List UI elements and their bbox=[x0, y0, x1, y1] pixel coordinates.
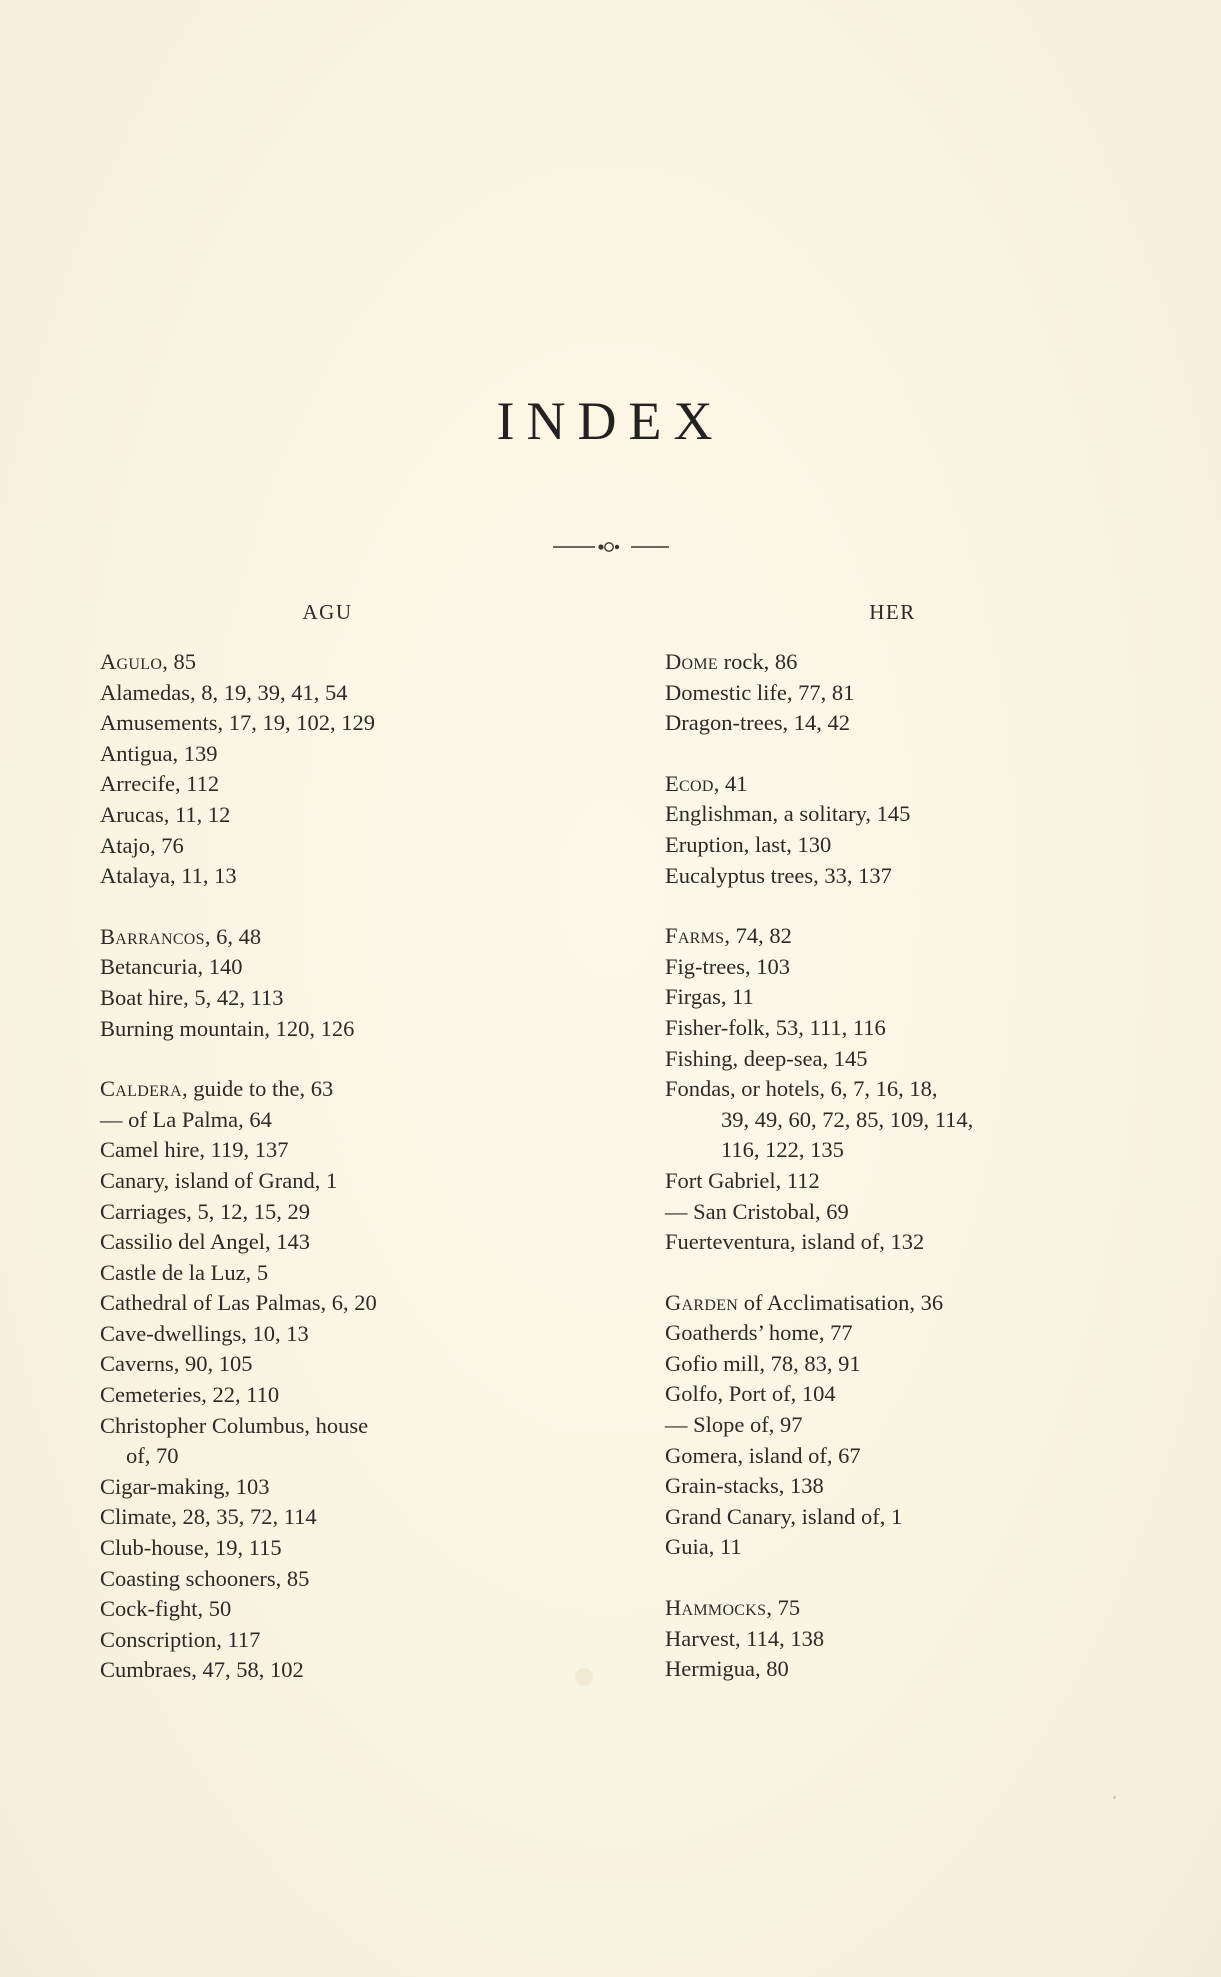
entry-text: , 41 bbox=[713, 770, 748, 796]
entry-text: Camel hire, 119, 137 bbox=[100, 1137, 289, 1163]
entry-text: , guide to the, 63 bbox=[182, 1076, 334, 1102]
entry-text: Eruption, last, 130 bbox=[665, 831, 832, 857]
index-entry bbox=[665, 1441, 1120, 1472]
index-entry bbox=[665, 769, 1120, 800]
entry-text: Cock-fight, 50 bbox=[100, 1596, 232, 1622]
entry-text: Caverns, 90, 105 bbox=[100, 1351, 253, 1377]
index-entry bbox=[665, 1410, 1120, 1441]
index-entry bbox=[100, 1472, 555, 1503]
group-gap bbox=[665, 1563, 1120, 1593]
entry-text: Cave-dwellings, 10, 13 bbox=[100, 1320, 309, 1346]
index-entry bbox=[100, 708, 555, 739]
entry-text: Atajo, 76 bbox=[100, 832, 184, 858]
entry-text: , 74, 82 bbox=[724, 923, 792, 949]
index-entry bbox=[665, 1471, 1120, 1502]
index-entry bbox=[100, 1533, 555, 1564]
group-gap bbox=[665, 739, 1120, 769]
entry-text: Cassilio del Angel, 143 bbox=[100, 1229, 310, 1255]
index-entry bbox=[100, 983, 555, 1014]
index-entry bbox=[665, 1532, 1120, 1563]
entry-text: Amusements, 17, 19, 102, 129 bbox=[100, 710, 375, 736]
index-entry bbox=[100, 1380, 555, 1411]
index-entry bbox=[665, 1379, 1120, 1410]
entry-continuation: 39, 49, 60, 72, 85, 109, 114, bbox=[721, 1106, 974, 1132]
entry-text: Alamedas, 8, 19, 39, 41, 54 bbox=[100, 679, 348, 705]
entry-text: Cumbraes, 47, 58, 102 bbox=[100, 1657, 304, 1683]
entry-text: — Slope of, 97 bbox=[665, 1412, 803, 1438]
index-entry bbox=[100, 1258, 555, 1289]
entry-headword: Hammocks bbox=[665, 1595, 767, 1621]
index-entry bbox=[665, 678, 1120, 709]
running-head-left: AGU bbox=[302, 600, 353, 624]
index-entry bbox=[100, 1349, 555, 1380]
index-entry bbox=[665, 1654, 1120, 1685]
entry-text: Arucas, 11, 12 bbox=[100, 801, 231, 827]
entry-text: Burning mountain, 120, 126 bbox=[100, 1015, 355, 1041]
entry-text: Cigar-making, 103 bbox=[100, 1473, 270, 1499]
index-entry bbox=[100, 739, 555, 770]
index-entry bbox=[665, 830, 1120, 861]
entry-text: Antigua, 139 bbox=[100, 740, 218, 766]
entry-text: Englishman, a solitary, 145 bbox=[665, 801, 911, 827]
entries-right bbox=[665, 647, 1120, 1685]
entry-text: Harvest, 114, 138 bbox=[665, 1625, 825, 1651]
entry-text: Domestic life, 77, 81 bbox=[665, 679, 855, 705]
entry-text: Climate, 28, 35, 72, 114 bbox=[100, 1504, 317, 1530]
index-entry bbox=[100, 1197, 555, 1228]
entry-text: Boat hire, 5, 42, 113 bbox=[100, 984, 284, 1010]
index-column-left bbox=[100, 600, 555, 1686]
entry-text: Guia, 11 bbox=[665, 1534, 742, 1560]
index-column-right bbox=[665, 600, 1120, 1686]
index-entry bbox=[665, 708, 1120, 739]
entry-text: Hermigua, 80 bbox=[665, 1656, 789, 1682]
index-entry bbox=[665, 1349, 1120, 1380]
index-columns bbox=[100, 600, 1120, 1686]
index-entry bbox=[100, 1564, 555, 1595]
index-entry bbox=[100, 1227, 555, 1258]
entry-text: Fishing, deep-sea, 145 bbox=[665, 1045, 868, 1071]
index-entry bbox=[100, 831, 555, 862]
index-entry bbox=[100, 800, 555, 831]
entry-text: Golfo, Port of, 104 bbox=[665, 1381, 836, 1407]
index-entry bbox=[665, 1502, 1120, 1533]
entry-text: of Acclimatisation, 36 bbox=[738, 1289, 944, 1315]
entry-headword: Caldera bbox=[100, 1076, 182, 1102]
entry-headword: Dome bbox=[665, 649, 719, 674]
index-entry bbox=[100, 1288, 555, 1319]
group-gap bbox=[100, 1044, 555, 1074]
entry-text: Firgas, 11 bbox=[665, 984, 754, 1010]
group-gap bbox=[100, 892, 555, 922]
entry-text: Club-house, 19, 115 bbox=[100, 1535, 282, 1561]
index-entry bbox=[665, 799, 1120, 830]
entry-text: Cathedral of Las Palmas, 6, 20 bbox=[100, 1290, 377, 1316]
entry-text: — of La Palma, 64 bbox=[100, 1106, 272, 1132]
entry-text: Fig-trees, 103 bbox=[665, 953, 790, 979]
entry-text: Grain-stacks, 138 bbox=[665, 1473, 824, 1499]
index-entry bbox=[665, 1013, 1120, 1044]
index-entry bbox=[665, 1044, 1120, 1075]
entry-headword: Garden bbox=[665, 1289, 739, 1315]
entry-headword: Ecod bbox=[665, 770, 714, 796]
entry-text: rock, 86 bbox=[718, 649, 798, 674]
index-entry bbox=[665, 982, 1120, 1013]
entry-text: Atalaya, 11, 13 bbox=[100, 863, 237, 889]
entry-headword: Barrancos bbox=[100, 923, 205, 949]
entry-text: Christopher Columbus, house bbox=[100, 1412, 369, 1438]
index-entry bbox=[100, 1166, 555, 1197]
ornament-divider bbox=[0, 540, 1221, 560]
entry-text: Grand Canary, island of, 1 bbox=[665, 1503, 903, 1529]
index-entry bbox=[100, 1105, 555, 1136]
index-entry bbox=[665, 1197, 1120, 1228]
index-entry bbox=[665, 1593, 1120, 1624]
entry-headword: Farms bbox=[665, 923, 725, 949]
index-entry bbox=[100, 1014, 555, 1045]
index-entry bbox=[100, 769, 555, 800]
entry-text: Castle de la Luz, 5 bbox=[100, 1259, 269, 1285]
index-entry bbox=[100, 861, 555, 892]
running-head-right: HER bbox=[869, 600, 916, 624]
index-entry bbox=[100, 922, 555, 953]
entry-text: Coasting schooners, 85 bbox=[100, 1565, 310, 1591]
index-entry bbox=[100, 1135, 555, 1166]
entry-text: Fondas, or hotels, 6, 7, 16, 18, bbox=[665, 1076, 938, 1102]
paper-speck bbox=[1113, 1796, 1116, 1799]
entry-text: , 6, 48 bbox=[204, 923, 262, 949]
entry-text: , 75 bbox=[766, 1595, 801, 1621]
entry-text: Eucalyptus trees, 33, 137 bbox=[665, 862, 892, 888]
entry-text: Gofio mill, 78, 83, 91 bbox=[665, 1350, 861, 1376]
entry-text: Goatherds’ home, 77 bbox=[665, 1320, 853, 1346]
entry-text: Dragon-trees, 14, 42 bbox=[665, 710, 850, 736]
entry-text: , 85 bbox=[162, 649, 196, 674]
paper-stain bbox=[575, 1668, 593, 1686]
entry-text: Betancuria, 140 bbox=[100, 954, 243, 980]
entry-text: Canary, island of Grand, 1 bbox=[100, 1167, 338, 1193]
index-entry bbox=[665, 1288, 1120, 1319]
index-entry bbox=[100, 1411, 555, 1472]
entry-continuation: of, 70 bbox=[126, 1443, 179, 1469]
entry-text: — San Cristobal, 69 bbox=[665, 1198, 849, 1224]
index-entry bbox=[100, 1502, 555, 1533]
index-entry bbox=[100, 1319, 555, 1350]
entry-text: Fort Gabriel, 112 bbox=[665, 1167, 820, 1193]
index-entry bbox=[100, 1594, 555, 1625]
entry-headword: Agulo bbox=[100, 649, 163, 674]
entry-continuation-2: 116, 122, 135 bbox=[721, 1137, 844, 1163]
index-entry bbox=[100, 678, 555, 709]
index-entry bbox=[665, 952, 1120, 983]
entry-text: Fisher-folk, 53, 111, 116 bbox=[665, 1014, 886, 1040]
index-entry bbox=[665, 1166, 1120, 1197]
group-gap bbox=[665, 1258, 1120, 1288]
entry-text: Carriages, 5, 12, 15, 29 bbox=[100, 1198, 310, 1224]
index-entry bbox=[100, 1655, 555, 1686]
index-entry bbox=[665, 1318, 1120, 1349]
diamond-rule-icon bbox=[551, 540, 671, 554]
entry-text: Gomera, island of, 67 bbox=[665, 1442, 861, 1468]
index-entry bbox=[665, 647, 1120, 678]
index-entry bbox=[100, 1074, 555, 1105]
entry-text: Fuerteventura, island of, 132 bbox=[665, 1229, 925, 1255]
index-entry bbox=[100, 647, 555, 678]
index-entry bbox=[665, 1624, 1120, 1655]
index-entry bbox=[665, 1227, 1120, 1258]
page-title: INDEX bbox=[496, 391, 725, 451]
entries-left bbox=[100, 647, 555, 1686]
index-entry bbox=[665, 921, 1120, 952]
entry-text: Arrecife, 112 bbox=[100, 771, 220, 797]
index-entry bbox=[665, 861, 1120, 892]
entry-text: Cemeteries, 22, 110 bbox=[100, 1382, 280, 1408]
index-entry bbox=[665, 1074, 1120, 1166]
index-entry bbox=[100, 952, 555, 983]
group-gap bbox=[665, 891, 1120, 921]
entry-text: Conscription, 117 bbox=[100, 1626, 261, 1652]
index-entry bbox=[100, 1625, 555, 1656]
